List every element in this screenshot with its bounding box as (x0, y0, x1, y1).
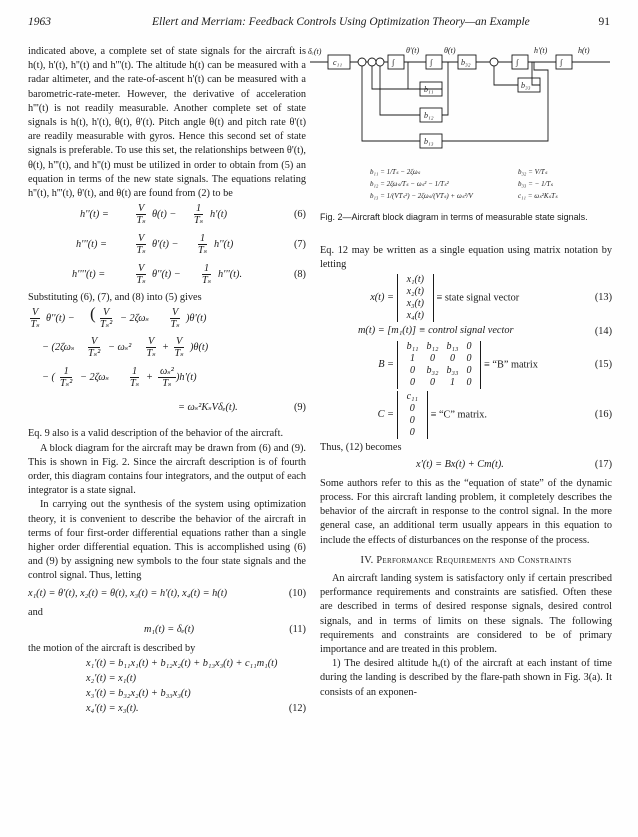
system-line-4: x₄'(t) = x₃(t). (86, 703, 139, 715)
svg-text:θ'(t): θ'(t) (406, 46, 420, 55)
equation-16: C = c₁₁ 0 0 0 ≡ “C” matrix. (16) (377, 390, 612, 438)
equation-10: x₁(t) = θ'(t), x₂(t) = θ(t), x₃(t) = h'(t), x₄(t) = h(t) (10) (28, 587, 306, 599)
thus-sentence: Thus, (12) becomes (320, 441, 402, 453)
substitution-sentence: Substituting (6), (7), and (8) into (5) gives (28, 292, 202, 304)
figure-2-block-diagram (308, 44, 618, 239)
left-paragraph-5: the motion of the aircraft is described by (28, 642, 196, 654)
right-intro: Eq. 12 may be written as a single equation using matrix notation by letting (320, 245, 612, 271)
right-paragraph-3: 1) The desired altitude hₐ(t) of the aircraft at each instant of time during the landing is described by the flare-path shown in Fig. 3(a). It consists of an exponen- (320, 658, 612, 698)
left-paragraph-3: A block diagram for the aircraft may be drawn from (6) and (9). This is shown in Fig. 2. Since the aircraft description is of fourth order, this diagram contains four integrators, and the output of each integrator is a state signal. (28, 442, 306, 497)
svg-text:∫: ∫ (392, 58, 395, 67)
block-int-3 (512, 55, 528, 69)
svg-text:δₑ(t): δₑ(t) (308, 47, 322, 56)
running-header (28, 16, 610, 32)
equation-6: h''(t) = $\frac{V}{\text{Tₛ}}$ θ(t) − $\frac{1}{\text{Tₛ}}$ h'(t) (6) (80, 203, 306, 227)
equation-7: h'''(t) = $\frac{V}{\text{Tₛ}}$ θ'(t) − $\frac{1}{\text{Tₛ}}$ h''(t) (7) (76, 233, 306, 257)
right-column (320, 244, 612, 700)
left-paragraph-1: indicated above, a complete set of state signals for the aircraft is h(t), h'(t), h''(t) and h'''(t). The altitude h(t) can be measured with a radar altimeter, and the rate-of-ascent h'(t) can be measured with a barometric-rate-meter. However, the derivative of acceleration h'''(t) is not readily measurable. Another complete set of state signals is h(t), h'(t), θ(t), θ'(t). Pitch angle θ(t) and pitch rate θ'(t) are readily measurable with gyros. Hence this second set of state signals is preferable. To use this set, the relationships between θ'(t), θ(t), h'''(t), and h''(t) must be utilized in order to obtain from (5) an equation in terms of the new state signals. The equations relating h''(t), h'''(t), θ'(t), and θ(t) are found from (2) to be (28, 46, 306, 200)
svg-text:θ(t): θ(t) (444, 46, 456, 55)
svg-text:∫: ∫ (516, 58, 519, 67)
and-word: and (28, 606, 43, 618)
header-page-number: 91 (598, 16, 610, 28)
block-int-4 (556, 55, 572, 69)
equation-12 (28, 656, 306, 716)
system-line-1: x₁'(t) = b₁₁x₁(t) + b₁₂x₂(t) + b₁₃x₃(t) + c₁₁m₁(t) (86, 658, 278, 670)
svg-text:b₃₂ = V/Tₛ: b₃₂ = V/Tₛ (518, 168, 548, 176)
equation-17: x'(t) = Bx(t) + Cm(t). (17) (416, 458, 612, 470)
header-title: Ellert and Merriam: Feedback Controls Using Optimization Theory—an Example (152, 16, 530, 28)
svg-text:h'(t): h'(t) (534, 46, 548, 55)
svg-text:b₁₃ = 1/(VTₛ²) − 2ζωₛ/(VTₛ) +: b₁₃ = 1/(VTₛ²) − 2ζωₛ/(VTₛ) + ωₛ²/V (370, 192, 473, 200)
header-year: 1963 (28, 16, 51, 28)
svg-text:b₁₂: b₁₂ (424, 111, 434, 120)
equation-11: m₁(t) = δₑ(t) (11) (144, 623, 306, 635)
svg-text:b₁₃: b₁₃ (424, 137, 434, 146)
b-matrix: b₁₁ b₁₂ b₁₃ 0 1 0 0 0 0 b₃₂ b₃₃ 0 0 0 1 0 (397, 341, 482, 389)
equation-12-number: (12) (288, 702, 306, 714)
section-heading-iv: IV. Performance Requirements and Constraints (360, 554, 572, 566)
figure-2-caption: Fig. 2—Aircraft block diagram in terms of measurable state signals. (320, 212, 588, 222)
svg-text:b₁₁ = 1/Tₛ − 2ζωₛ: b₁₁ = 1/Tₛ − 2ζωₛ (370, 168, 421, 176)
block-diagram-svg (308, 44, 618, 239)
left-column (28, 45, 306, 716)
block-int-2 (426, 55, 442, 69)
svg-text:b₁₁: b₁₁ (424, 85, 434, 94)
right-paragraph-2: An aircraft landing system is satisfactory only if certain prescribed performance requirements and constraints are satisfied. Often these are described in terms of desired response signals, desired control signals, and in terms of limits on these signals. The following requirements and constraints are considered to be of primary importance and are treated in this problem. (320, 573, 612, 656)
equation-14: m(t) = [m₁(t)] ≡ control signal vector (14) (358, 325, 612, 337)
svg-text:b₁₂ = 2ζωₛ/Tₛ − ωₛ² − 1/Tₛ²: b₁₂ = 2ζωₛ/Tₛ − ωₛ² − 1/Tₛ² (370, 180, 449, 188)
svg-text:c₁₁: c₁₁ (333, 58, 343, 67)
svg-text:c₁₁ = ωₛ²KₛTₛ: c₁₁ = ωₛ²KₛTₛ (518, 192, 558, 200)
equation-13: x(t) = x₁(t) x₂(t) x₃(t) x₄(t) ≡ state signal vector (13) (370, 274, 612, 322)
c-matrix: c₁₁ 0 0 0 (397, 391, 428, 439)
equation-15: B = b₁₁ b₁₂ b₁₃ 0 1 0 0 0 0 b₃₂ b₃₃ 0 0 0 1 0 ≡ “B” matrix (15) (378, 340, 612, 388)
equation-9: $\frac{V}{\text{Tₛ}}$ θ''(t) − ( $\frac{V}{\text{Tₛ²}}$ − 2ζωₛ $\frac{V}{\text{Tₛ}}$ )θ'(t) − (2ζωₛ $\frac{V}{\text{Tₛ²}}$ − ωₛ² $\frac{V}{\text{Tₛ}}$ + $\frac{V}{\text{Tₛ}}$ )θ(t) − ( $\frac{1}{\text{Tₛ²}}$ − 2ζωₛ $\frac{1}{\text{Tₛ}}$ + $\frac{\text{ωₛ²}}{\text{Tₛ}}$ )h'(t) = ωₛ²KₛVδₑ(t). (9) (30, 304, 306, 414)
system-line-3: x₃'(t) = b₃₂x₂(t) + b₃₃x₃(t) (86, 688, 191, 700)
system-line-2: x₂'(t) = x₁(t) (86, 673, 137, 685)
svg-text:b₃₃ = − 1/Tₛ: b₃₃ = − 1/Tₛ (518, 180, 554, 188)
left-paragraph-4: In carrying out the synthesis of the system using optimization theory, it is convenient to describe the behavior of the aircraft in terms of four first-order differential equations rather than a single higher order differential equation. This is accomplished using (6) and (9) by assigning new symbols to the four state signals and the control signal. Thus, letting (28, 499, 306, 582)
equation-8: h''''(t) = $\frac{V}{\text{Tₛ}}$ θ''(t) − $\frac{1}{\text{Tₛ}}$ h'''(t). (8) (72, 263, 306, 287)
right-paragraph-1: Some authors refer to this as the “equation of state” of the dynamic process. For this aircraft landing problem, it completely describes the behavior of the aircraft in response to the control signal. In the more general case, an additional term usually appears in this equation to include the effects of disturbances on the response of the process. (320, 477, 612, 546)
svg-text:h(t): h(t) (578, 46, 590, 55)
block-int-1 (388, 55, 404, 69)
svg-text:b₃₃: b₃₃ (521, 81, 531, 90)
svg-text:∫: ∫ (430, 58, 433, 67)
svg-text:∫: ∫ (560, 58, 563, 67)
state-vector-matrix: x₁(t) x₂(t) x₃(t) x₄(t) (397, 274, 434, 322)
left-paragraph-2: Eq. 9 also is a valid description of the behavior of the aircraft. (28, 428, 284, 440)
svg-text:b₃₂: b₃₂ (461, 58, 471, 67)
